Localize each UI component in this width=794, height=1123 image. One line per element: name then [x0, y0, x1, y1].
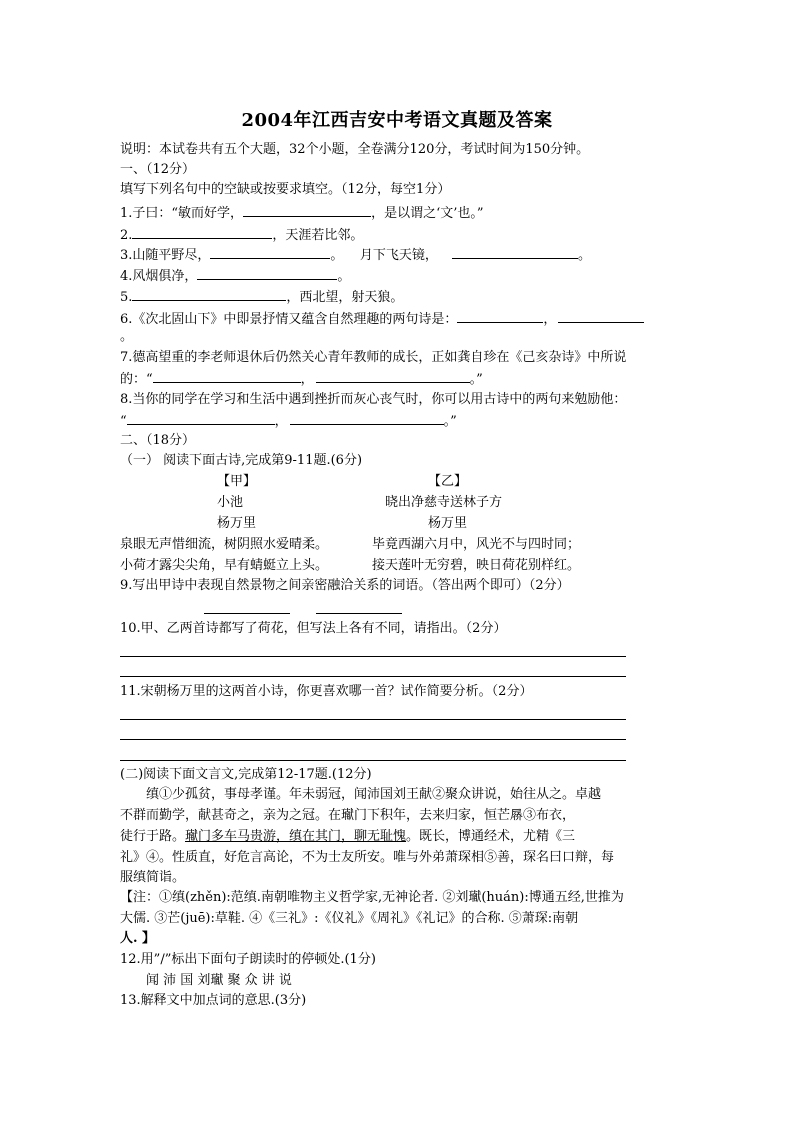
question-8: 8.当你的同学在学习和生活中遇到挫折而灰心丧气时，你可以用古诗中的两句来勉励他： — [120, 392, 627, 407]
exam-title: 2004年江西吉安中考语文真题及答案 — [241, 110, 553, 131]
question-7-answer: 的：“ ， 。” — [120, 369, 483, 389]
question-3: 3.山随平野尽， 。 月下飞天镜， 。 — [120, 245, 591, 265]
answer-blank[interactable] — [316, 613, 402, 614]
annotation-line-3: 人. 】 — [120, 931, 156, 946]
answer-blank[interactable] — [457, 309, 543, 323]
answer-blank[interactable] — [558, 309, 644, 323]
answer-blank[interactable] — [153, 369, 301, 383]
answer-line[interactable] — [120, 739, 626, 740]
poem-b-line-1: 毕竟西湖六月中，风光不与四时同； — [372, 537, 581, 552]
underlined-sentence: 𤩽门多车马贵游，缜在其门，聊无耻愧 — [185, 829, 407, 844]
classical-text-line-2: 不群而勤学，献甚奇之，亲为之冠。在𤩽门下积年，去来归家，恒芒𪨗③布衣， — [120, 808, 576, 823]
question-8-answer: “ ， 。” — [120, 411, 457, 431]
section-1-header: 一、（12分） — [120, 162, 196, 177]
poem-b-tag: 【乙】 — [428, 474, 468, 489]
poem-a-tag: 【甲】 — [217, 474, 257, 489]
question-4: 4.风烟俱净， 。 — [120, 266, 350, 286]
question-9: 9.写出甲诗中表现自然景物之间亲密融洽关系的词语。（答出两个即可）（2分） — [120, 578, 570, 593]
answer-blank[interactable] — [197, 266, 337, 280]
answer-line[interactable] — [120, 760, 626, 761]
exam-instructions: 说明：本试卷共有五个大题，32个小题，全卷满分120分，考试时间为150分钟。 — [120, 142, 590, 157]
question-11: 11.宋朝杨万里的这两首小诗，你更喜欢哪一首？试作简要分析。（2分） — [120, 684, 533, 699]
classical-text-line-5: 服缜简诣。 — [120, 870, 186, 885]
answer-blank[interactable] — [132, 225, 272, 239]
poem-a-line-2: 小荷才露尖尖角，早有蜻蜓立上头。 — [120, 558, 329, 573]
question-13: 13.解释文中加点词的意思.(3分) — [120, 993, 307, 1008]
question-5: 5. ，西北望，射天狼。 — [120, 287, 403, 307]
question-7: 7.德高望重的李老师退休后仍然关心青年教师的成长，正如龚自珍在《己亥杂诗》中所说 — [120, 350, 627, 365]
answer-blank[interactable] — [132, 287, 286, 301]
annotation-line-2: 大儒. ③芒(juē):草鞋. ④《三礼》:《仪礼》《周礼》《礼记》的合称. ⑤萧琛:南朝 — [120, 911, 579, 926]
classical-text-line-3: 徒行于路。𤩽门多车马贵游，缜在其门，聊无耻愧。既长，博通经术，尤精《三 — [120, 829, 576, 844]
answer-blank[interactable] — [243, 203, 371, 217]
poem-a-line-1: 泉眼无声惜细流，树阴照水爱晴柔。 — [120, 537, 329, 552]
answer-blank[interactable] — [290, 411, 444, 425]
poem-b-author: 杨万里 — [428, 516, 468, 531]
question-2: 2. ，天涯若比邻。 — [120, 225, 363, 245]
poem-a-title: 小池 — [217, 495, 244, 510]
classical-text-line-1: 缜①少孤贫，事母孝谨。年未弱冠，闻沛国刘王献②聚众讲说，始往从之。卓越 — [146, 787, 602, 802]
answer-blank[interactable] — [210, 245, 330, 259]
answer-blank[interactable] — [127, 411, 275, 425]
classical-text-line-4: 礼》④。性质直，好危言高论，不为士友所安。唯与外弟萧琛相⑤善，琛名曰口辩，每 — [120, 850, 615, 865]
question-6-end: 。 — [120, 329, 134, 344]
question-12: 12.用”/”标出下面句子朗读时的停顿处.(1分) — [120, 952, 376, 967]
question-12-sentence: 闻 沛 国 刘𤩽 聚 众 讲 说 — [146, 973, 292, 988]
poem-b-line-2: 接天莲叶无穷碧，映日荷花别样红。 — [372, 558, 581, 573]
section-2-header: 二、（18分） — [120, 433, 196, 448]
section-2-part-2: (二)阅读下面文言文,完成第12-17题.(12分) — [120, 767, 372, 782]
answer-line[interactable] — [120, 719, 626, 720]
question-1: 1.子曰：“敏而好学， ，是以谓之‘文’也。” — [120, 203, 483, 223]
answer-line[interactable] — [120, 676, 626, 677]
poem-b-title: 晓出净慈寺送林子方 — [385, 495, 503, 510]
section-2-part-1: （一） 阅读下面古诗,完成第9-11题.(6分) — [120, 453, 363, 468]
question-6: 6.《次北固山下》中即景抒情又蕴含自然理趣的两句诗是： ， — [120, 309, 644, 329]
annotation-line-1: 【注：①缜(zhěn):范缜.南朝唯物主义哲学家,无神论者. ②刘𤩽(huán):博通五经,世推为 — [120, 890, 624, 905]
answer-blank[interactable] — [204, 613, 290, 614]
answer-blank[interactable] — [452, 245, 578, 259]
question-10: 10.甲、乙两首诗都写了荷花，但写法上各有不同，请指出。（2分） — [120, 621, 507, 636]
answer-line[interactable] — [120, 656, 626, 657]
answer-blank[interactable] — [316, 369, 470, 383]
section-1-instruction: 填写下列名句中的空缺或按要求填空。（12分，每空1分） — [120, 182, 451, 197]
poem-a-author: 杨万里 — [217, 516, 257, 531]
